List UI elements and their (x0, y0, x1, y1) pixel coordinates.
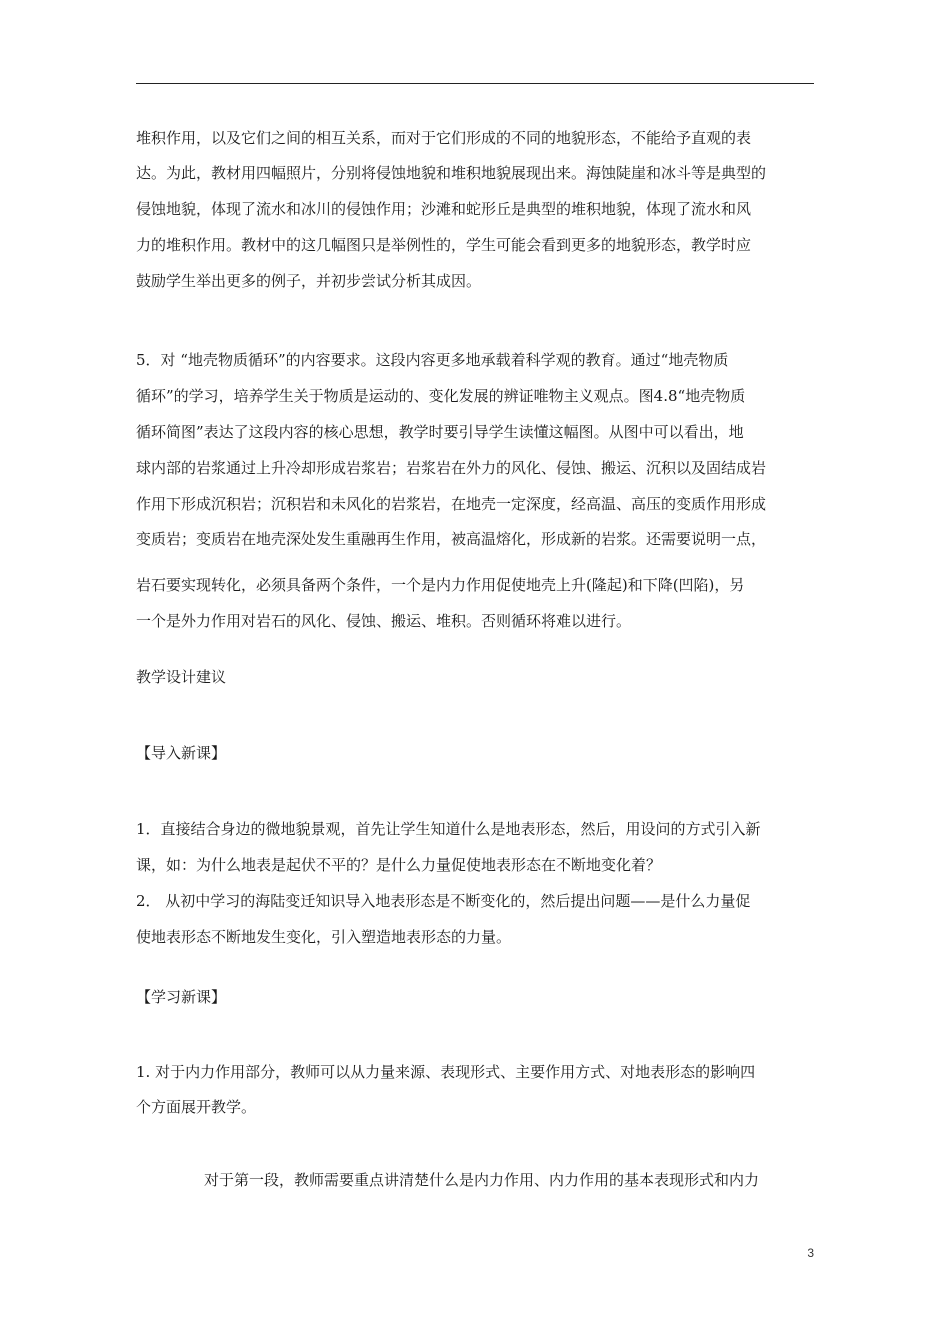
import-item-line-1: 1．直接结合身边的微地貌景观，首先让学生知道什么是地表形态，然后，用设问的方式引入新 (136, 820, 761, 838)
import-heading: 【导入新课】 (136, 744, 227, 762)
import-item-line-2: 课，如：为什么地表是起伏不平的？是什么力量促使地表形态在不断地变化着？ (136, 856, 662, 874)
learn-item-line-1: 1. 对于内力作用部分，教师可以从力量来源、表现形式、主要作用方式、对地表形态的影响四 (136, 1063, 756, 1081)
paragraph2-line-7: 岩石要实现转化，必须具备两个条件，一个是内力作用促使地壳上升(隆起)和下降(凹陷)，另 (136, 576, 745, 594)
import-item-line-4: 使地表形态不断地发生变化，引入塑造地表形态的力量。 (136, 928, 512, 946)
paragraph1-line-5: 鼓励学生举出更多的例子，并初步尝试分析其成因。 (136, 272, 482, 290)
paragraph2-line-4: 球内部的岩浆通过上升冷却形成岩浆岩；岩浆岩在外力的风化、侵蚀、搬运、沉积以及固结成岩 (136, 459, 767, 477)
import-item-line-3: 2． 从初中学习的海陆变迁知识导入地表形态是不断变化的，然后提出问题——是什么力量促 (136, 892, 751, 910)
paragraph2-line-1: 5．对 “地壳物质循环”的内容要求。这段内容更多地承载着科学观的教育。通过“地壳物质 (136, 351, 729, 369)
paragraph2-line-2: 循环”的学习，培养学生关于物质是运动的、变化发展的辨证唯物主义观点。图4.8“地壳物质 (136, 387, 746, 405)
page-number: 3 (807, 1246, 814, 1260)
paragraph2-line-5: 作用下形成沉积岩；沉积岩和未风化的岩浆岩，在地壳一定深度，经高温、高压的变质作用形成 (136, 495, 767, 513)
header-rule (136, 83, 814, 84)
learn-item-line-2: 个方面展开教学。 (136, 1098, 257, 1116)
paragraph1-line-2: 达。为此，教材用四幅照片，分别将侵蚀地貌和堆积地貌展现出来。海蚀陡崖和冰斗等是典型的 (136, 164, 767, 182)
paragraph1-line-1: 堆积作用，以及它们之间的相互关系，而对于它们形成的不同的地貌形态，不能给予直观的表 (136, 129, 752, 147)
section-title: 教学设计建议 (136, 668, 227, 686)
last-paragraph-line: 对于第一段，教师需要重点讲清楚什么是内力作用、内力作用的基本表现形式和内力 (204, 1171, 760, 1189)
paragraph2-line-3: 循环简图”表达了这段内容的核心思想，教学时要引导学生读懂这幅图。从图中可以看出，地 (136, 423, 744, 441)
paragraph2-line-6: 变质岩；变质岩在地壳深处发生重融再生作用，被高温熔化，形成新的岩浆。还需要说明一点， (136, 530, 767, 548)
paragraph1-line-3: 侵蚀地貌，体现了流水和冰川的侵蚀作用；沙滩和蛇形丘是典型的堆积地貌，体现了流水和风 (136, 200, 752, 218)
paragraph2-line-8: 一个是外力作用对岩石的风化、侵蚀、搬运、堆积。否则循环将难以进行。 (136, 612, 632, 630)
paragraph1-line-4: 力的堆积作用。教材中的这几幅图只是举例性的，学生可能会看到更多的地貌形态，教学时应 (136, 236, 752, 254)
learn-heading: 【学习新课】 (136, 988, 227, 1006)
